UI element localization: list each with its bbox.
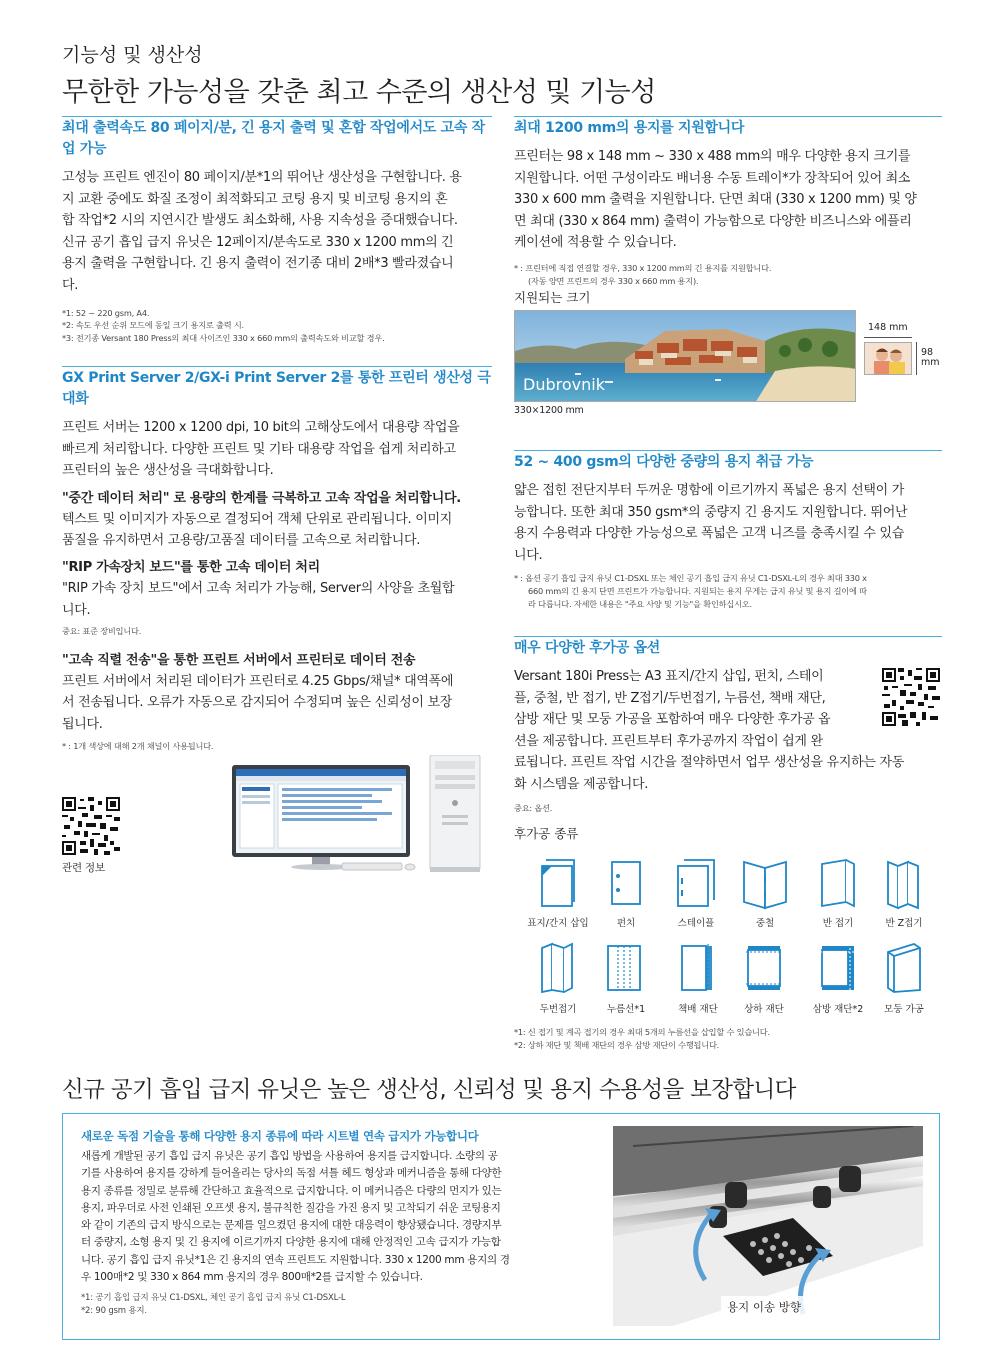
- section-rule: [514, 450, 942, 451]
- section-title: 최대 출력속도 80 페이지/분, 긴 용지 출력 및 혼합 작업에서도 고속 작업 가능: [62, 120, 485, 157]
- footnotes: [514, 572, 942, 610]
- footnote: * : 프린터에 직접 연결할 경우, 330 x 1200 mm의 긴 용지를 지원합니다.: [514, 262, 772, 273]
- subsection-body: [62, 671, 492, 736]
- finishing-label: 반 접기: [822, 918, 854, 929]
- body-line: 니다.: [514, 547, 543, 563]
- finishing-label: 누름선*1: [606, 1004, 646, 1015]
- fore-edge-trim-icon: [678, 942, 718, 994]
- subsection-title: "RIP 가속장치 보드"를 통한 고속 데이터 처리: [62, 559, 320, 575]
- dimension-line: [864, 337, 912, 338]
- body-line: 신규 공기 흡입 급지 유닛은 12페이지/분속도로 330 x 1200 mm의 긴: [62, 234, 454, 250]
- section-body: [514, 146, 942, 254]
- small-size-height: [921, 348, 940, 368]
- body-line: 빠르게 처리합니다. 다양한 프린트 및 기타 대용량 작업을 쉽게 처리하고: [62, 441, 456, 457]
- subsection-body: [62, 509, 492, 552]
- section-rule: [514, 636, 942, 637]
- body-line: 터 중량지, 소형 용지 및 긴 용지에 이르기까지 다양한 용지에 대해 안정적인 고속 급지가 가능합: [81, 1236, 501, 1249]
- three-side-trim-icon: [818, 942, 858, 994]
- section-title: GX Print Server 2/GX-i Print Server 2를 통한 프린터 생산성 극대화: [62, 370, 491, 407]
- qr-code[interactable]: [882, 668, 940, 726]
- subsection-body: [62, 578, 492, 621]
- body-line: 용지, 파우더로 사전 인쇄된 오프셋 용지, 불규칙한 질감을 가진 용지 및 고착되기 쉬운 코팅용지: [81, 1201, 501, 1214]
- footnote: * : 옵션 공기 흡입 급지 유닛 C1-DSXL 또는 체인 공기 흡입 급지 유닛 C1-DSXL-L의 경우 최대 330 x: [514, 573, 867, 584]
- bottom-section-title: 신규 공기 흡입 급지 유닛은 높은 생산성, 신뢰성 및 용지 수용성을 보장합니다: [62, 1077, 796, 1103]
- crease-icon: [604, 942, 644, 994]
- body-line: 다.: [62, 277, 79, 293]
- footnote: *2: 상하 재단 및 책배 재단의 경우 삼방 재단이 수행됩니다.: [514, 1039, 720, 1050]
- staple-icon: [676, 858, 716, 910]
- finishing-label: 모둥 가공: [884, 1004, 924, 1015]
- section-title: 52 ~ 400 gsm의 다양한 중량의 용지 취급 가능: [514, 454, 814, 470]
- feature-box-text: [81, 1128, 601, 1318]
- footnote: 중요: 표준 장비입니다.: [62, 626, 142, 637]
- section-body: [62, 167, 492, 297]
- small-size-width: 148 mm: [868, 322, 908, 333]
- footnote: *1: 신 접기 및 계곡 접기의 경우 최대 5개의 누름선을 삽입할 수 있습니다.: [514, 1027, 770, 1037]
- body-line: 합 작업*2 시의 지연시간 발생도 최소화해, 사용 지속성을 증대했습니다.: [62, 213, 458, 229]
- body-line: 케이션에 적용할 수 있습니다.: [514, 235, 677, 251]
- body-line: 지원합니다. 어떤 구성이라도 배너용 수동 트레이*가 장착되어 있어 최소: [514, 170, 911, 186]
- left-section-speed: [62, 116, 492, 344]
- body-line: 삼방 재단 및 모둥 가공을 포함하여 매우 다양한 후가공 옵: [514, 712, 831, 728]
- body-line: 용지 종류를 정밀로 분류해 간단하고 효율적으로 급지합니다. 이 메커니즘은 다량의 먼지가 있는: [81, 1184, 502, 1197]
- finishing-label: 중철: [755, 918, 775, 929]
- body-line: 료됩니다. 프린트 작업 시간을 절약하면서 업무 생산성을 유지하는 자동: [514, 755, 904, 771]
- section-body: [514, 480, 942, 566]
- body-line: 품질을 유지하면서 고용량/고품질 데이터를 고속으로 처리합니다.: [62, 533, 421, 549]
- body-line: 프린터의 높은 생산성을 극대화합니다.: [62, 463, 274, 479]
- finishing-label: 반 Z접기: [885, 918, 923, 929]
- finishing-label: 표지/간지 삽입: [527, 918, 589, 929]
- feature-box: [62, 1113, 940, 1340]
- dimension-line: [916, 342, 917, 375]
- finishing-label: 삼방 재단*2: [812, 1004, 864, 1015]
- footnotes: [81, 1292, 601, 1317]
- print-server-illustration: [232, 755, 492, 880]
- banner-size-label: 330×1200 mm: [514, 405, 584, 416]
- body-line: 니다. 공기 흡입 급지 유닛*1은 긴 용지의 연속 프린트도 지원합니다. 330 x 1200 mm 용지의 경: [81, 1253, 510, 1266]
- subsection-title: "중간 데이터 처리" 로 용량의 한계를 극복하고 고속 작업을 처리합니다.: [62, 490, 461, 506]
- height-value: 98: [921, 347, 934, 358]
- finishing-types-label: 후가공 종류: [514, 826, 579, 841]
- qr-code[interactable]: [62, 797, 120, 855]
- body-line: 얇은 접힌 전단지부터 두꺼운 명함에 이르기까지 폭넓은 용지 선택이 가: [514, 483, 904, 498]
- footnotes: [514, 1026, 942, 1051]
- body-line: 프린트 서버에서 처리된 데이터가 프린터로 4.25 Gbps/채널* 대역폭에: [62, 673, 454, 689]
- body-line: 용지 수용력과 다양한 가능성으로 폭넓은 고객 니즈를 충족시킬 수 있습: [514, 526, 904, 542]
- double-fold-icon: [538, 942, 578, 994]
- section-title: 매우 다양한 후가공 옵션: [514, 640, 660, 656]
- footnotes: [62, 307, 492, 345]
- banner-caption: Dubrovnik: [523, 375, 605, 394]
- finishing-label: 스테이플: [677, 918, 715, 929]
- cover-insert-icon: [538, 858, 578, 910]
- body-line: 플, 중철, 반 접기, 반 Z접기/두번접기, 누름선, 책배 재단,: [514, 690, 826, 706]
- body-line: 션을 제공합니다. 프린트부터 후가공까지 작업이 쉽게 완: [514, 733, 823, 749]
- footnote: 중요: 옵션.: [514, 802, 553, 813]
- height-unit: mm: [921, 357, 940, 368]
- footnote: (자동 양면 프린트의 경우 330 x 660 mm 용지).: [528, 275, 699, 286]
- air-feed-photo: [613, 1126, 923, 1326]
- footnotes: [514, 262, 942, 287]
- page-title: 무한한 가능성을 갖춘 최고 수준의 생산성 및 기능성: [62, 77, 656, 108]
- body-line: Versant 180i Press는 A3 표지/간지 삽입, 펀치, 스테이: [514, 669, 824, 684]
- body-line: 서 전송됩니다. 오류가 자동으로 감지되어 수정되며 높은 신뢰성이 보장: [62, 695, 452, 711]
- half-fold-icon: [818, 858, 858, 910]
- body-line: 새롭게 개발된 공기 흡입 급지 유닛은 공기 흡입 방법을 사용하여 용지를 급지합니다. 소량의 공: [81, 1150, 498, 1162]
- body-line: 프린트 서버는 1200 x 1200 dpi, 10 bit의 고해상도에서 대용량 작업을: [62, 420, 460, 435]
- body-line: "RIP 가속 장치 보드"에서 고속 처리가 가능해, Server의 사양을 초월합: [62, 580, 455, 596]
- supported-sizes-label: 지원되는 크기: [514, 290, 591, 305]
- banner-photo: [514, 310, 856, 402]
- feed-direction-label: 용지 이송 방향: [727, 1300, 801, 1314]
- subsection-title: "고속 직렬 전송"을 통한 프린트 서버에서 프린터로 데이터 전송: [62, 652, 416, 668]
- body-line: 우 100매*2 및 330 x 864 mm 용지의 경우 800매*2를 급지할 수 있습니다.: [81, 1271, 423, 1284]
- finishing-label: 상하 재단: [744, 1004, 784, 1015]
- footnote: 660 mm의 긴 용지 단면 프린트가 가능합니다. 지원되는 용지 무게는 급지 유닛 및 용지 길이에 따: [528, 585, 867, 596]
- right-section-paper-length: [514, 116, 942, 287]
- body-line: 니다.: [62, 602, 91, 618]
- right-section-finishing: [514, 636, 942, 814]
- footnote: * : 1개 색상에 대해 2개 채널이 사용됩니다.: [62, 740, 214, 751]
- section-rule: [62, 116, 492, 117]
- body-line: 능합니다. 또한 최대 350 gsm*의 중량지 긴 용지도 지원합니다. 뛰어난: [514, 504, 908, 520]
- section-rule: [514, 116, 942, 117]
- footnote: *2: 90 gsm 용지.: [81, 1305, 147, 1316]
- left-section-print-server: [62, 366, 492, 752]
- section-kicker: 기능성 및 생산성: [62, 44, 203, 66]
- section-title: 최대 1200 mm의 용지를 지원합니다: [514, 120, 745, 136]
- section-body: [62, 417, 492, 482]
- body-line: 됩니다.: [62, 716, 103, 732]
- finishing-label: 펀치: [616, 918, 636, 929]
- section-rule: [62, 366, 492, 367]
- punch-icon: [606, 858, 646, 910]
- saddle-stitch-icon: [740, 858, 790, 910]
- body-line: 지 교환 중에도 화질 조정이 최적화되고 코팅 용지 및 비코팅 용지의 혼: [62, 191, 448, 207]
- z-fold-icon: [884, 858, 924, 910]
- square-fold-icon: [884, 942, 924, 994]
- feature-box-body: [81, 1148, 601, 1286]
- footnote: *1: 52 ~ 220 gsm, A4.: [62, 307, 150, 318]
- body-line: 와 같이 기존의 급지 방식으로는 문제를 일으켰던 용지에 대한 대응력이 향상됐습니다. 경량지부: [81, 1219, 502, 1232]
- small-photo: [864, 342, 912, 375]
- body-line: 화 시스템을 제공합니다.: [514, 776, 649, 792]
- body-line: 프린터는 98 x 148 mm ~ 330 x 488 mm의 매우 다양한 용지 크기를: [514, 149, 911, 164]
- head-foot-trim-icon: [744, 942, 784, 994]
- body-line: 고성능 프린트 엔진이 80 페이지/분*1의 뛰어난 생산성을 구현합니다. 용: [62, 170, 462, 185]
- body-line: 기를 사용하여 용지를 강하게 들어올리는 당사의 독점 셔틀 헤드 형상과 메커니즘을 통해 다양한: [81, 1167, 502, 1180]
- footnote: 라 다릅니다. 자세한 내용은 "주요 사양 및 기능"을 확인하십시오.: [528, 598, 752, 609]
- footnote: *3: 전기종 Versant 180 Press의 최대 사이즈인 330 x 660 mm의 출력속도와 비교할 경우.: [62, 332, 385, 343]
- finishing-label: 두번접기: [539, 1004, 577, 1015]
- feature-box-title: 새로운 독점 기술을 통해 다양한 용지 종류에 따라 시트별 연속 급지가 가능합니다: [81, 1129, 479, 1143]
- body-line: 용지 출력을 구현합니다. 긴 용지 출력이 전기종 대비 2배*3 빨라졌습니: [62, 256, 454, 272]
- section-body: [514, 666, 942, 796]
- footnote: *2: 속도 우선 순위 모드에 동일 크기 용지로 출력 시.: [62, 320, 244, 331]
- right-section-paper-weight: [514, 450, 942, 610]
- body-line: 텍스트 및 이미지가 자동으로 결정되어 객체 단위로 관리됩니다. 이미지: [62, 511, 452, 527]
- body-line: 면 최대 (330 x 864 mm) 출력이 가능함으로 다양한 비즈니스와 에플리: [514, 213, 912, 229]
- footnote: *1: 공기 흡입 급지 유닛 C1-DSXL, 체인 공기 흡입 급지 유닛 C1-DSXL-L: [81, 1293, 346, 1304]
- body-line: 330 x 600 mm 출력을 지원합니다. 단면 최대 (330 x 1200 mm) 및 양: [514, 192, 917, 208]
- finishing-label: 책배 재단: [678, 1004, 718, 1015]
- qr-caption: 관련 정보: [62, 862, 105, 874]
